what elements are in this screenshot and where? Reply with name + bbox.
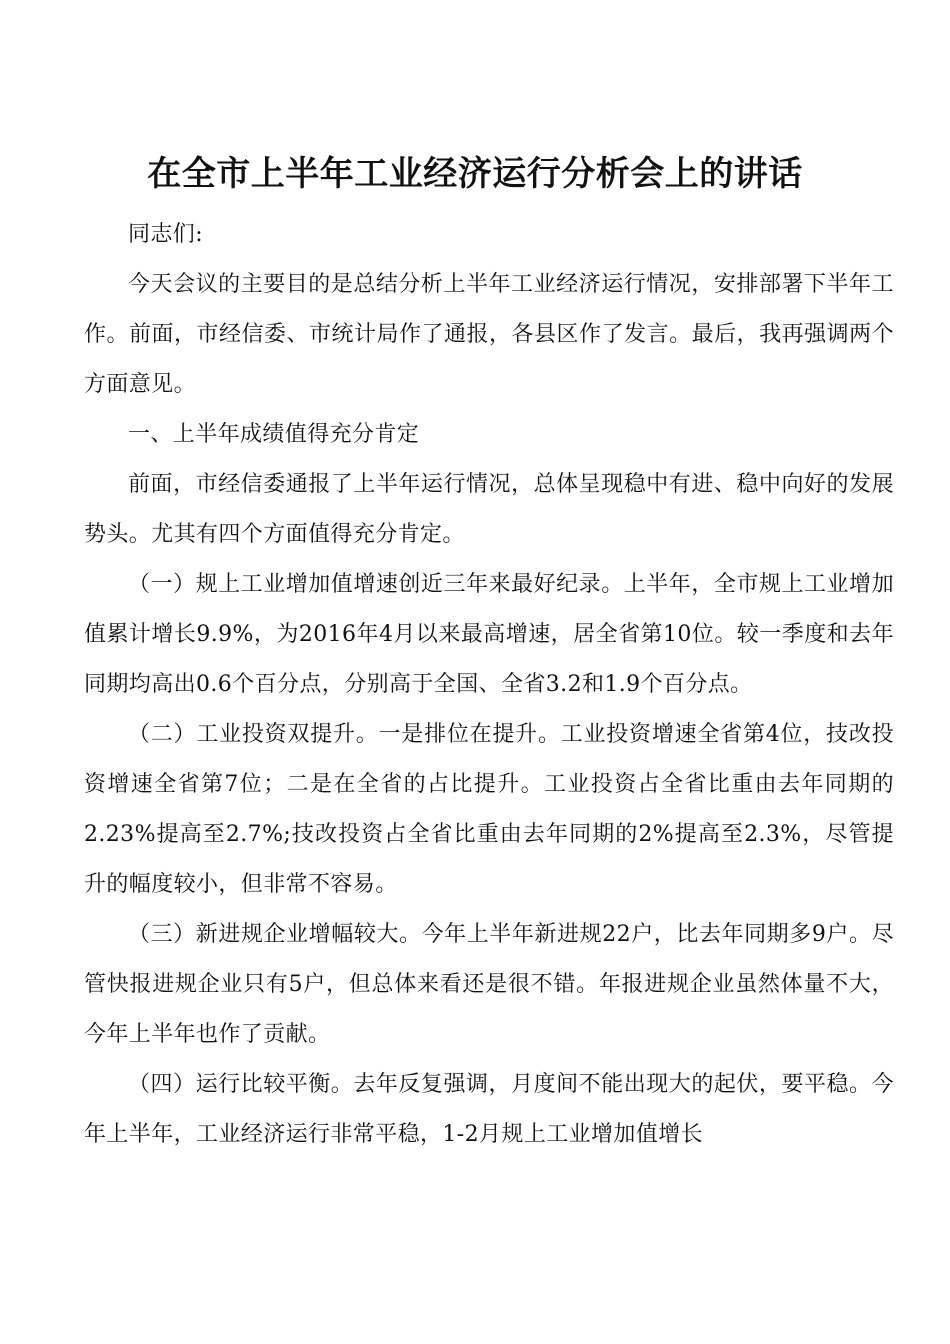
paragraph-point-2: （二）工业投资双提升。一是排位在提升。工业投资增速全省第4位，技改投资增速全省第7位；二是在全省的占比提升。工业投资占全省比重由去年同期的2.23%提高至2.7%;技改投资占全省比重由去年同期的2%提高至2.3%，尽管提升的幅度较小，但非常不容易。 (84, 722, 894, 897)
paragraph-point-3: （三）新进规企业增幅较大。今年上半年新进规22户，比去年同期多9户。尽管快报进规企业只有5户，但总体来看还是很不错。年报进规企业虽然体量不大，今年上半年也作了贡献。 (84, 922, 894, 1047)
document-title: 在全市上半年工业经济运行分析会上的讲话 (147, 154, 803, 194)
paragraph-point-4: （四）运行比较平衡。去年反复强调，月度间不能出现大的起伏，要平稳。今年上半年，工业经济运行非常平稳，1-2月规上工业增加值增长 (84, 1072, 894, 1147)
salutation: 同志们: (128, 222, 204, 247)
paragraph-overview: 前面，市经信委通报了上半年运行情况，总体呈现稳中有进、稳中向好的发展势头。尤其有四个方面值得充分肯定。 (84, 472, 894, 547)
paragraph-point-1: （一）规上工业增加值增速创近三年来最好纪录。上半年，全市规上工业增加值累计增长9.9%，为2016年4月以来最高增速，居全省第10位。较一季度和去年同期均高出0.6个百分点，分别高于全国、全省3.2和1.9个百分点。 (84, 572, 894, 697)
document-body (84, 210, 894, 1160)
section-heading-1: 一、上半年成绩值得充分肯定 (128, 422, 420, 447)
paragraph-intro: 今天会议的主要目的是总结分析上半年工业经济运行情况，安排部署下半年工作。前面，市经信委、市统计局作了通报，各县区作了发言。最后，我再强调两个方面意见。 (84, 272, 894, 397)
